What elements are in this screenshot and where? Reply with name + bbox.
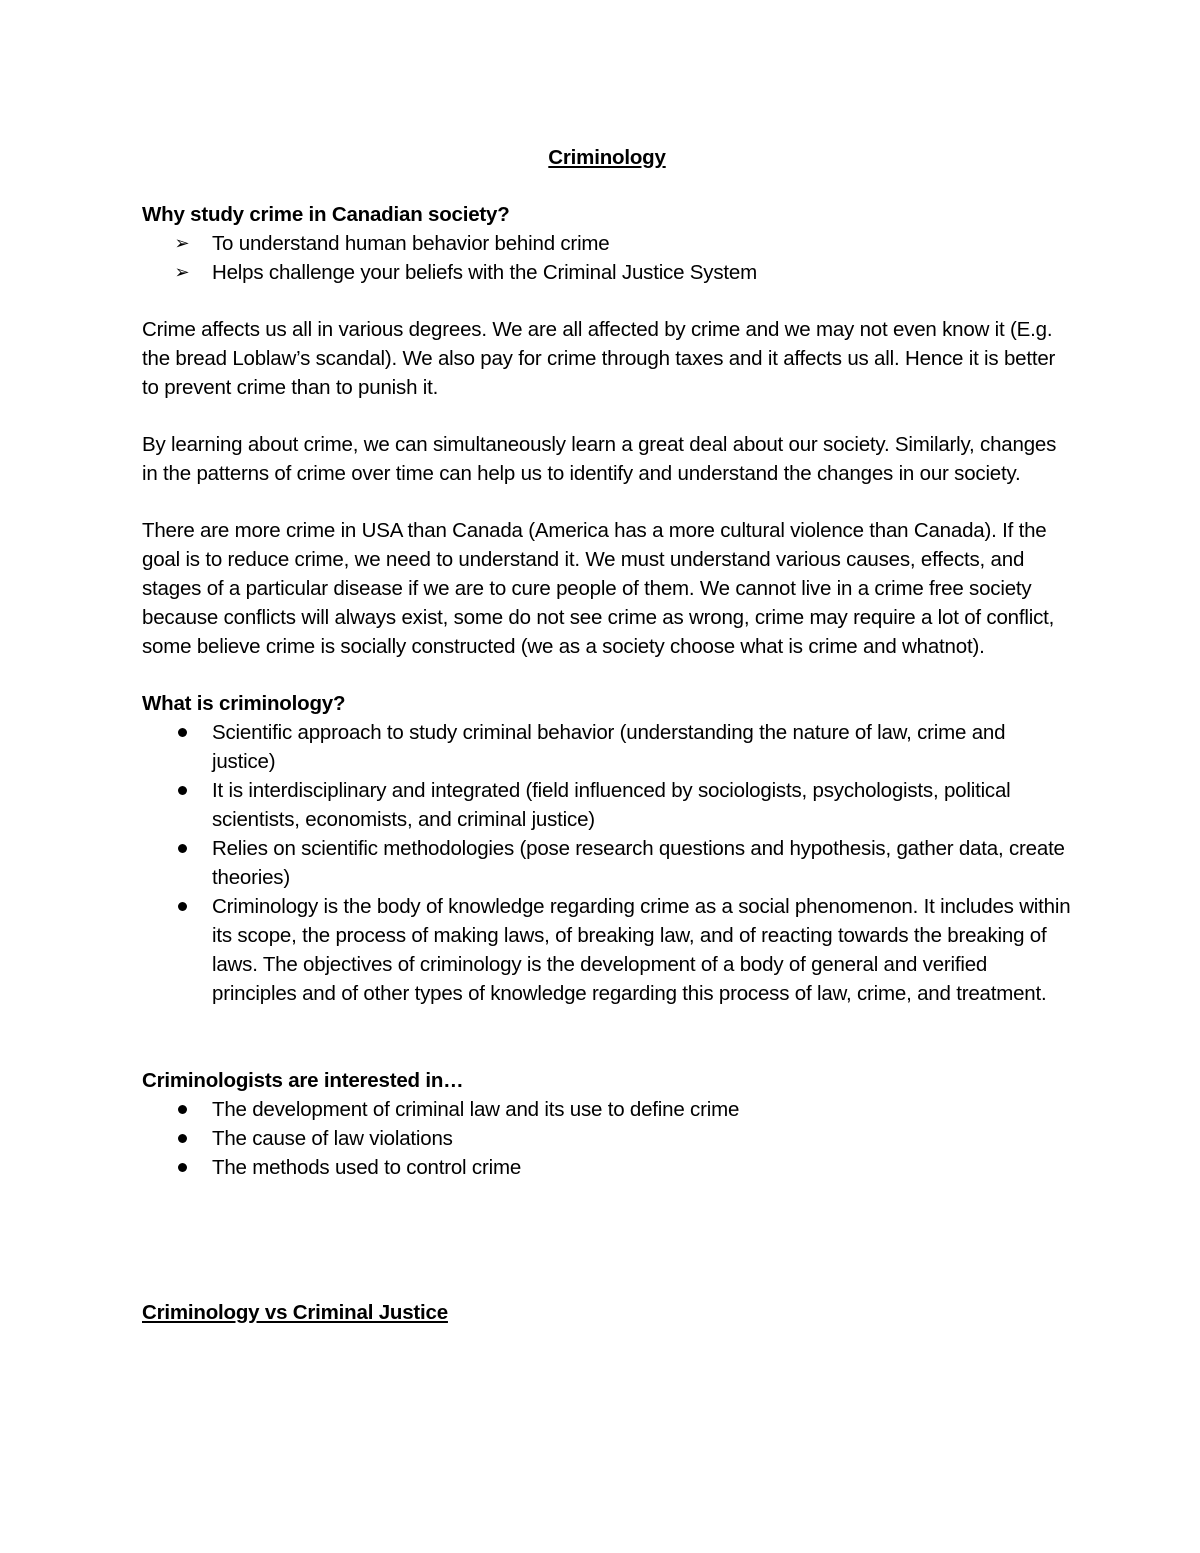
list-item [142, 776, 1072, 834]
list-item [142, 834, 1072, 892]
bullet-dot-icon [172, 718, 192, 747]
list-item-text: The methods used to control crime [212, 1156, 522, 1179]
page-title: Criminology [548, 146, 666, 169]
document-body [142, 143, 1072, 1327]
arrow-bullet-icon: ➢ [174, 233, 190, 253]
list-item-text: To understand human behavior behind crime [212, 232, 610, 255]
list-item-text: Helps challenge your beliefs with the Criminal Justice System [212, 261, 757, 284]
bullet-dot-icon [172, 1124, 192, 1153]
list-item-text: Relies on scientific methodologies (pose research questions and hypothesis, gather data, create theories) [212, 837, 1065, 889]
bullet-dot-icon [172, 776, 192, 805]
section-heading-why-study: Why study crime in Canadian society? [142, 203, 510, 226]
list-item-text: The cause of law violations [212, 1127, 453, 1150]
section-heading-vs: Criminology vs Criminal Justice [142, 1301, 448, 1324]
list-item [142, 258, 1072, 287]
list-item-text: Criminology is the body of knowledge regarding crime as a social phenomenon. It includes within its scope, the process of making laws, of breaking law, and of reacting towards the breaking of laws. The objectives of criminology is the development of a body of general and verified principles and of other types of knowledge regarding this process of law, crime, and treatment. [212, 895, 1071, 1005]
paragraph: Crime affects us all in various degrees. We are all affected by crime and we may not even know it (E.g. the bread Loblaw’s scandal). We also pay for crime through taxes and it affects us all. Hence it is better to prevent crime than to punish it. [142, 318, 1056, 399]
list-item [142, 1153, 1072, 1182]
list-item [142, 229, 1072, 258]
list-item-text: It is interdisciplinary and integrated (field influenced by sociologists, psychologists, political scientists, economists, and criminal justice) [212, 779, 1011, 831]
section-heading-what-is: What is criminology? [142, 692, 346, 715]
list-item-text: The development of criminal law and its use to define crime [212, 1098, 740, 1121]
arrow-bullet-icon: ➢ [174, 262, 190, 282]
bullet-dot-icon [172, 1153, 192, 1182]
bullet-dot-icon [172, 892, 192, 921]
list-item [142, 892, 1072, 1008]
section-heading-interested-in: Criminologists are interested in… [142, 1069, 464, 1092]
why-study-list [142, 229, 1072, 287]
list-item [142, 1124, 1072, 1153]
what-is-list [142, 718, 1072, 1008]
list-item [142, 1095, 1072, 1124]
interested-in-list [142, 1095, 1072, 1182]
bullet-dot-icon [172, 1095, 192, 1124]
paragraph: By learning about crime, we can simultaneously learn a great deal about our society. Similarly, changes in the patterns of crime over time can help us to identify and understand the changes in our society. [142, 433, 1057, 485]
list-item-text: Scientific approach to study criminal behavior (understanding the nature of law, crime and justice) [212, 721, 1006, 773]
list-item [142, 718, 1072, 776]
paragraph: There are more crime in USA than Canada (America has a more cultural violence than Canada). If the goal is to reduce crime, we need to understand it. We must understand various causes, effects, and stages of a particular disease if we are to cure people of them. We cannot live in a crime free society because conflicts will always exist, some do not see crime as wrong, crime may require a lot of conflict, some believe crime is socially constructed (we as a society choose what is crime and whatnot). [142, 519, 1055, 658]
bullet-dot-icon [172, 834, 192, 863]
